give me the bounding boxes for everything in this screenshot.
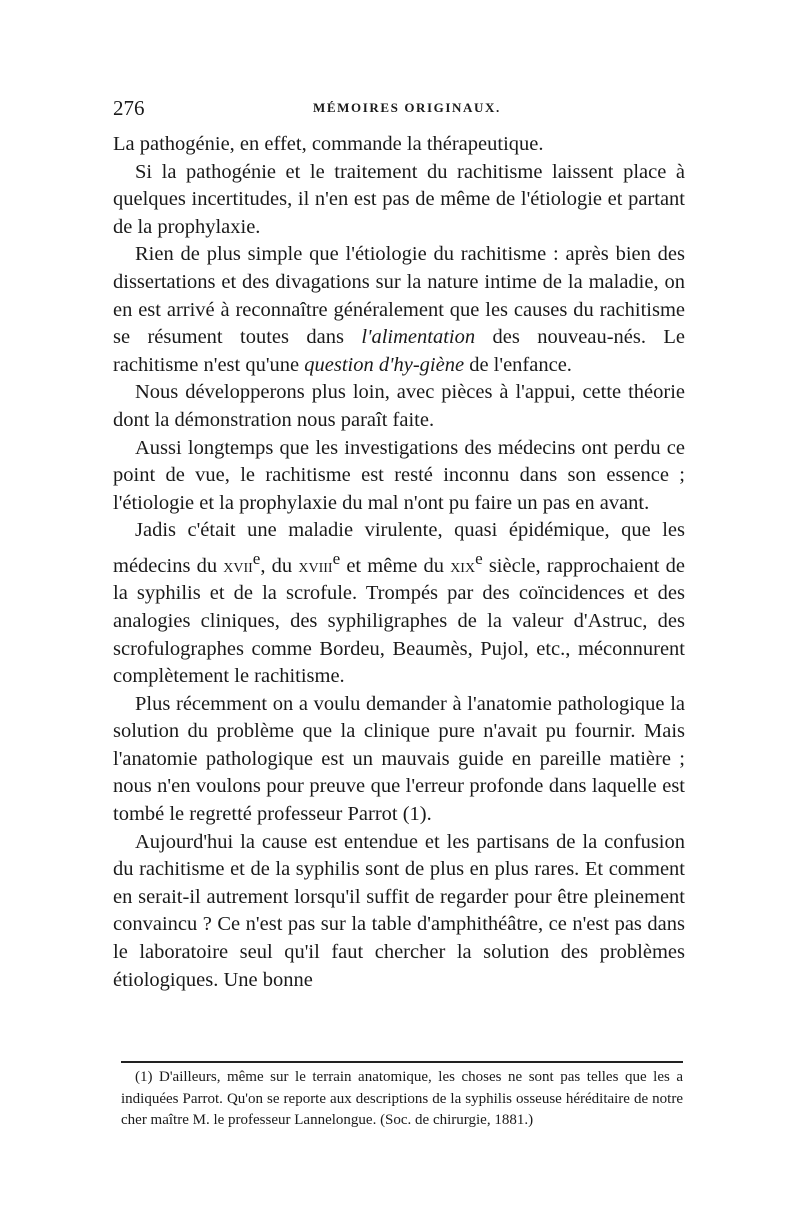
superscript: e: [475, 548, 483, 568]
paragraph-7: Plus récemment on a voulu demander à l'anatomie pathologique la solution du problème que la clinique pure n'avait pu fournir. Mais l'anatomie pathologique est un mauvais guide en pareille matière ; nous n'en voulons pour preuve que l'erreur profonde dans laquelle est tombé le regretté professeur Parrot (1).: [113, 692, 685, 826]
footnote-rule: [121, 1061, 683, 1063]
superscript: e: [252, 548, 261, 568]
text-run: Jadis c'était une maladie virulente, quasi épidémique, que les médecins du: [113, 519, 685, 577]
paragraph-8: Aujourd'hui la cause est entendue et les partisans de la confusion du rachitisme et de la syphilis sont de plus en plus rares. Et comment en serait-il autrement lorsqu'il suffit de regarder pour être pleinement convaincu ? Ce n'est pas sur la table d'amphithéâtre, ce n'est pas dans le laboratoire seul qu'il faut chercher la solution des problèmes étiologiques. Une bonne: [113, 830, 685, 991]
text-run: de l'enfance.: [464, 353, 572, 376]
text-run: , du: [260, 554, 299, 577]
text-run: Rien de plus simple que l'étiologie du rachitisme : après bien des dissertations et des divagations sur la nature intime de la maladie, on en est arrivé à reconnaître généralement que les causes du rachitisme se résument toutes dans: [113, 243, 685, 349]
italic-term: question d'hy-giène: [304, 353, 465, 376]
page-header: [113, 96, 685, 126]
paragraph-1: La pathogénie, en effet, commande la thérapeutique.: [113, 133, 544, 155]
running-head: MÉMOIRES ORIGINAUX.: [313, 100, 501, 115]
paragraph-3: [113, 241, 685, 379]
text-run: et même du: [340, 554, 451, 577]
text-run: des nouveau-nés. Le rachitisme n'est qu'une: [113, 326, 685, 376]
paragraph-4: Nous développerons plus loin, avec pièces à l'appui, cette théorie dont la démonstration nous paraît faite.: [113, 381, 685, 431]
century-19: xix: [450, 554, 476, 577]
paragraph-6: [113, 517, 685, 690]
paragraph-5: Aussi longtemps que les investigations des médecins ont perdu ce point de vue, le rachitisme est resté inconnu dans son essence ; l'étiologie et la prophylaxie du mal n'ont pu faire un pas en avant.: [113, 436, 685, 514]
footnotes: [121, 1067, 683, 1132]
italic-term: l'alimentation: [361, 326, 476, 349]
paragraph-2: Si la pathogénie et le traitement du rachitisme laissent place à quelques incertitudes, il n'en est pas de même de l'étiologie et partant de la prophylaxie.: [113, 160, 685, 238]
superscript: e: [332, 548, 341, 568]
century-17: xvii: [223, 554, 253, 577]
main-text: [113, 131, 685, 994]
footnote-1: (1) D'ailleurs, même sur le terrain anatomique, les choses ne sont pas telles que les a indiquées Parrot. Qu'on se reporte aux descriptions de la syphilis osseuse héréditaire de notre cher maître M. le professeur Lannelongue. (Soc. de chirurgie, 1881.): [121, 1069, 683, 1128]
page-number: 276: [113, 96, 145, 120]
text-run: siècle, rapprochaient de la syphilis et de la scrofule. Trompés par des coïncidences et des analogies cliniques, des syphiligraphes de la valeur d'Astruc, des scrofulographes comme Bordeu, Beaumès, Pujol, etc., méconnurent complètement le rachitisme.: [113, 554, 685, 688]
century-18: xviii: [298, 554, 333, 577]
